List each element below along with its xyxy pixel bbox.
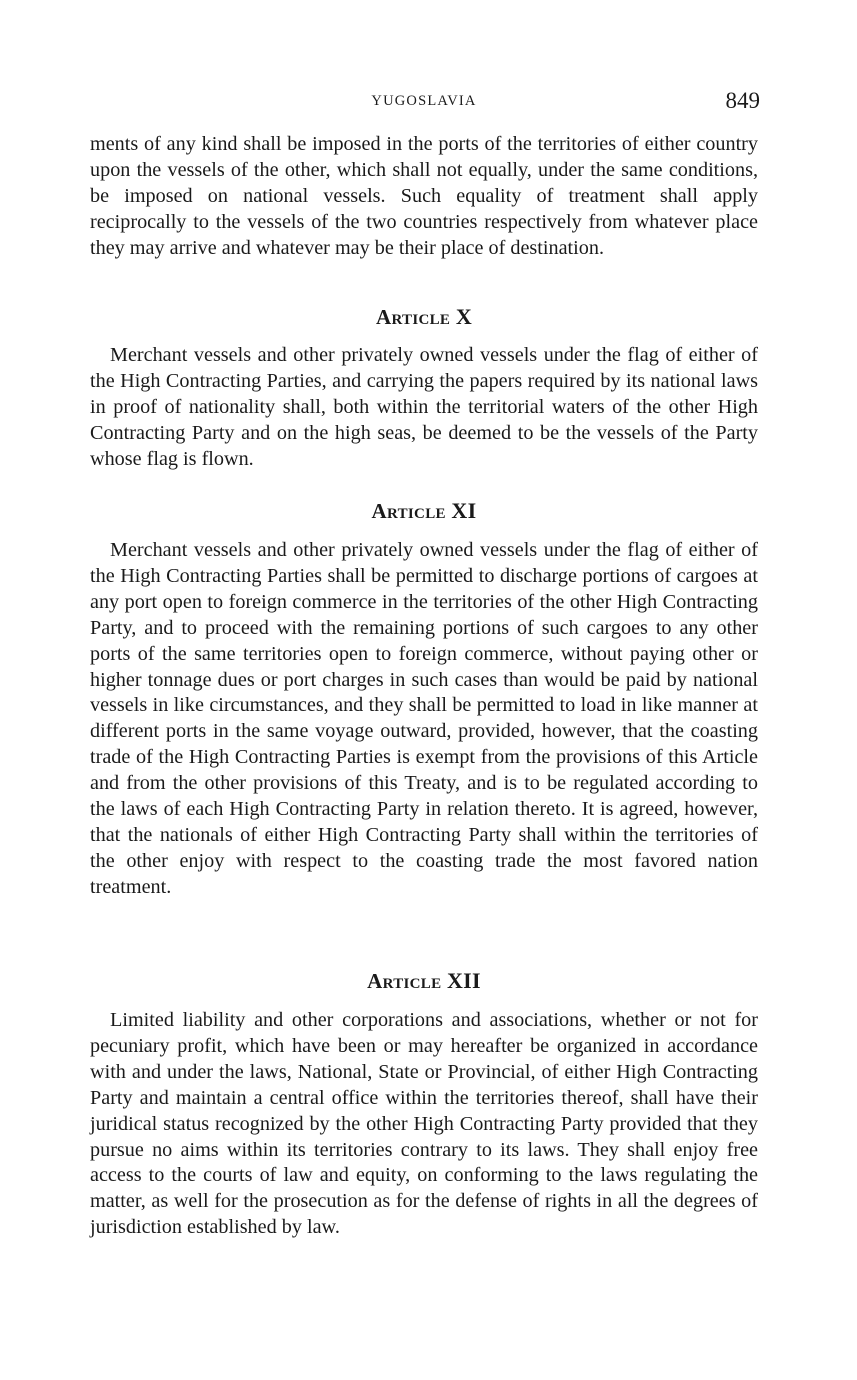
- article-heading-number: X: [455, 304, 473, 329]
- page-number: 849: [725, 88, 760, 113]
- article-heading-number: XI: [451, 498, 477, 523]
- running-title: YUGOSLAVIA: [371, 93, 477, 109]
- article-heading-word: Article: [375, 305, 451, 329]
- article-heading: [90, 498, 758, 524]
- article-heading: [90, 968, 758, 994]
- continuation-paragraph: ments of any kind shall be imposed in the ports of the territories of either country upon the vessels of the other, which shall not equally, under the same conditions, be imposed on national vessels. Such equality of treatment shall apply reciprocally to the vessels of the two countries respectively from whatever place they may arrive and whatever may be their place of destination.: [90, 133, 758, 259]
- article-paragraph: Limited liability and other corporations and associations, whether or not for pecuniary profit, which have been or may hereafter be organized in accordance with and under the laws, National, State or Provincial, of either High Contracting Party and maintain a central office within the territories thereof, shall have their juridical status recognized by the other High Contracting Party provided that they pursue no aims within its territories contrary to its laws. They shall enjoy free access to the courts of law and equity, on conforming to the laws regulating the matter, as well for the prosecution as for the defense of rights in all the degrees of jurisdiction established by law.: [90, 1009, 758, 1239]
- article-heading-word: Article: [371, 499, 446, 523]
- running-header: [90, 88, 758, 118]
- article-heading-number: XII: [446, 968, 481, 993]
- article-heading: [90, 304, 758, 330]
- article-heading-word: Article: [367, 969, 442, 993]
- article-paragraph: Merchant vessels and other privately owned vessels under the flag of either of the High Contracting Parties, and carrying the papers required by its national laws in proof of nationality shall, both within the territorial waters of the other High Contracting Party and on the high seas, be deemed to be the vessels of the Party whose flag is flown.: [90, 344, 758, 470]
- article-paragraph: Merchant vessels and other privately owned vessels under the flag of either of the High Contracting Parties shall be permitted to discharge portions of cargoes at any port open to foreign commerce in the territories of the other High Contracting Party, and to proceed with the remaining portions of such cargoes to any other ports of the same territories open to foreign commerce, without paying other or higher tonnage dues or port charges in such cases than would be paid by national vessels in like circumstances, and they shall be permitted to load in like manner at different ports in the same voyage outward, provided, however, that the coasting trade of the High Contracting Parties is exempt from the provisions of this Article and from the other provisions of this Treaty, and is to be regulated according to the laws of each High Contracting Party in relation thereto. It is agreed, however, that the nationals of either High Contracting Party shall within the territories of the other enjoy with respect to the coasting trade the most favored nation treatment.: [90, 539, 758, 898]
